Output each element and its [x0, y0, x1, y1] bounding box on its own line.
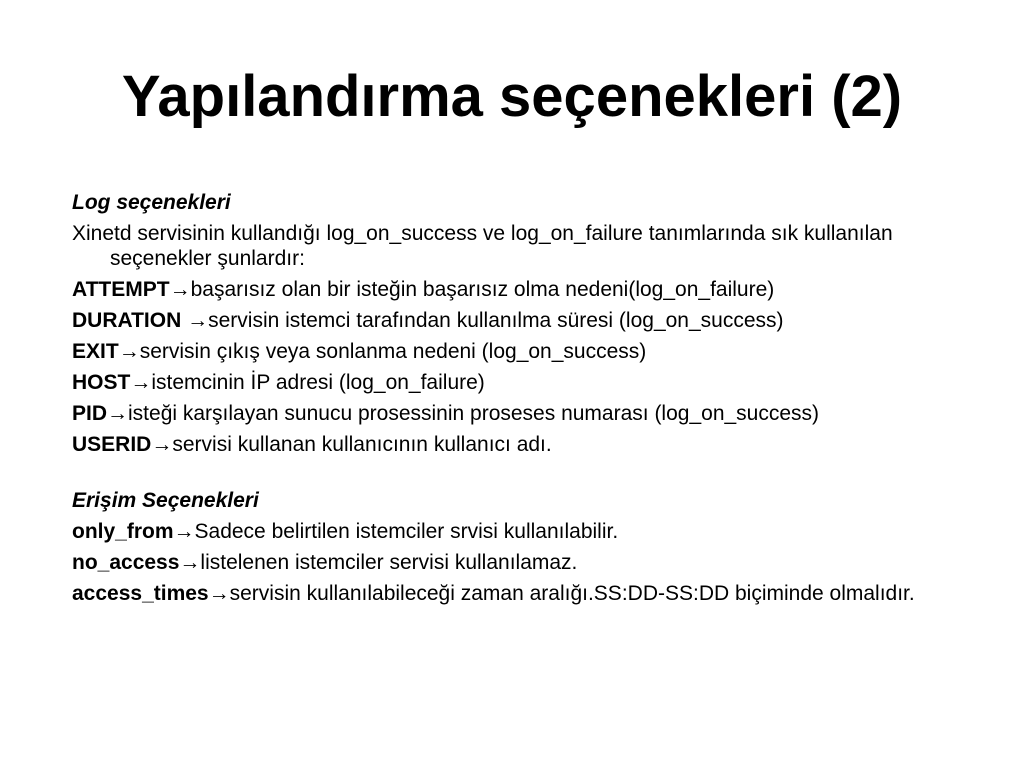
- option-access-times: [72, 581, 992, 606]
- slide-title: Yapılandırma seçenekleri (2): [121, 64, 903, 129]
- option-term: USERID: [72, 433, 152, 456]
- option-host: [72, 370, 992, 395]
- option-description: →Sadece belirtilen istemciler srvisi kullanılabilir.: [173, 520, 619, 543]
- option-description: →isteği karşılayan sunucu prosessinin proseses numarası (log_on_success): [107, 402, 820, 425]
- option-userid: [72, 432, 992, 457]
- option-description: →servisin istemci tarafından kullanılma süresi (log_on_success): [181, 309, 784, 332]
- option-description: →listelenen istemciler servisi kullanılamaz.: [179, 551, 578, 574]
- option-exit: [72, 339, 992, 364]
- option-description: →başarısız olan bir isteğin başarısız olma nedeni(log_on_failure): [169, 278, 775, 301]
- log-options-heading: Log seçenekleri: [72, 191, 231, 214]
- option-term: no_access: [72, 551, 180, 574]
- slide-body: [72, 190, 992, 612]
- option-term: ATTEMPT: [72, 278, 170, 301]
- option-description: →istemcinin İP adresi (log_on_failure): [130, 371, 485, 394]
- option-description: →servisin çıkış veya sonlanma nedeni (log_on_success): [118, 340, 647, 363]
- option-term: HOST: [72, 371, 131, 394]
- option-attempt: [72, 277, 992, 302]
- option-description: →servisin kullanılabileceği zaman aralığı.SS:DD-SS:DD biçiminde olmalıdır.: [208, 582, 915, 605]
- option-no-access: [72, 550, 992, 575]
- access-options-heading: Erişim Seçenekleri: [72, 489, 259, 512]
- option-pid: [72, 401, 992, 426]
- option-duration: [72, 308, 992, 333]
- section-spacer: [72, 463, 992, 488]
- option-term: EXIT: [72, 340, 119, 363]
- option-term: DURATION: [72, 309, 182, 332]
- option-term: PID: [72, 402, 108, 425]
- option-description: →servisi kullanan kullanıcının kullanıcı adı.: [151, 433, 552, 456]
- log-options-intro: Xinetd servisinin kullandığı log_on_success ve log_on_failure tanımlarında sık kullanılan seçenekler şunlardır:: [72, 222, 893, 270]
- option-only-from: [72, 519, 992, 544]
- option-term: only_from: [72, 520, 174, 543]
- option-term: access_times: [72, 582, 209, 605]
